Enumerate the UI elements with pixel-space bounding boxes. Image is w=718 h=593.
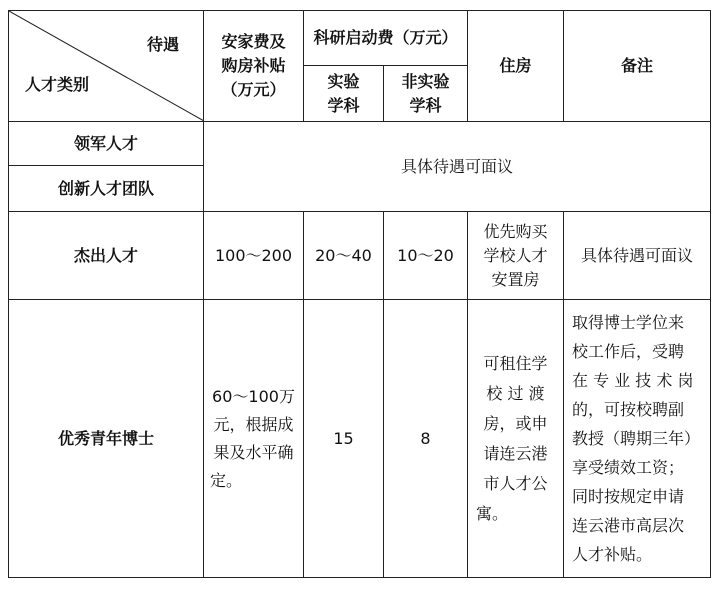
young-phd-remarks-line: 在 专 业 技 术 岗: [572, 371, 694, 390]
young-phd-subsidy-line: 果及水平确: [213, 442, 294, 462]
young-phd-housing-line: 市人才公: [483, 473, 548, 493]
category-innovation-team: 创新人才团队: [9, 166, 204, 212]
young-phd-subsidy-line: 定。: [210, 470, 243, 490]
young-phd-housing-line: 房，或申: [483, 413, 548, 433]
non-experimental-header-line: 学科: [409, 95, 442, 115]
category-young-phd: 优秀青年博士: [9, 300, 204, 578]
negotiable-merged-cell: 具体待遇可面议: [204, 122, 711, 212]
outstanding-housing-line: 学校人才: [483, 245, 548, 265]
experimental-header: [304, 66, 384, 122]
outstanding-subsidy: 100～200: [204, 212, 304, 300]
diagonal-line: [9, 11, 204, 121]
young-phd-remarks-line: 享受绩效工资；: [572, 458, 685, 477]
young-phd-remarks-line: 连云港市高层次: [572, 516, 685, 535]
outstanding-non-experimental: 10～20: [384, 212, 468, 300]
remarks-header: 备注: [564, 11, 711, 122]
non-experimental-header: [384, 66, 468, 122]
experimental-header-line: 学科: [327, 95, 360, 115]
young-phd-remarks-line: 校工作后，受聘: [572, 342, 685, 361]
young-phd-remarks: [564, 300, 711, 578]
young-phd-housing-line: 请连云港: [483, 443, 548, 463]
young-phd-subsidy-line: 元，根据成: [213, 414, 294, 434]
housing-header: 住房: [468, 11, 564, 122]
diagonal-bottom-label: 人才类别: [25, 75, 90, 94]
outstanding-remarks: 具体待遇可面议: [564, 212, 711, 300]
young-phd-housing-line: 寓。: [476, 503, 509, 523]
young-phd-remarks-line: 取得博士学位来: [572, 313, 685, 332]
startup-fund-header: 科研启动费（万元）: [304, 11, 468, 66]
category-leading-talent: 领军人才: [9, 122, 204, 166]
experimental-header-line: 实验: [327, 71, 360, 91]
young-phd-housing-line: 可租住学: [483, 353, 548, 373]
young-phd-housing: [468, 300, 564, 578]
young-phd-remarks-line: 的，可按校聘副: [572, 400, 685, 419]
row-outstanding-talent: [9, 212, 711, 300]
housing-subsidy-header-line: （万元）: [221, 80, 286, 99]
diagonal-top-label: 待遇: [146, 35, 179, 54]
young-phd-remarks-line: 教授（聘期三年）: [572, 429, 701, 448]
young-phd-housing-line: 校 过 渡: [486, 383, 545, 403]
housing-subsidy-header: [204, 11, 304, 122]
young-phd-remarks-line: 同时按规定申请: [572, 487, 685, 506]
row-young-phd: [9, 300, 711, 578]
young-phd-non-experimental: 8: [384, 300, 468, 578]
housing-subsidy-header-line: 购房补贴: [221, 56, 286, 75]
young-phd-subsidy: [204, 300, 304, 578]
talent-benefits-table: [8, 10, 711, 578]
young-phd-remarks-line: 人才补贴。: [572, 545, 653, 564]
category-outstanding-talent: 杰出人才: [9, 212, 204, 300]
non-experimental-header-line: 非实验: [401, 71, 450, 91]
talent-benefits-table-wrapper: [8, 10, 711, 578]
housing-subsidy-header-line: 安家费及: [221, 32, 286, 51]
outstanding-housing-line: 优先购买: [483, 221, 548, 241]
outstanding-housing: [468, 212, 564, 300]
header-row-1: [9, 11, 711, 66]
row-leading-talent: [9, 122, 711, 166]
outstanding-housing-line: 安置房: [491, 269, 540, 289]
outstanding-experimental: 20～40: [304, 212, 384, 300]
diagonal-header-cell: [9, 11, 204, 122]
young-phd-subsidy-line: 60～100万: [212, 386, 295, 406]
young-phd-experimental: 15: [304, 300, 384, 578]
